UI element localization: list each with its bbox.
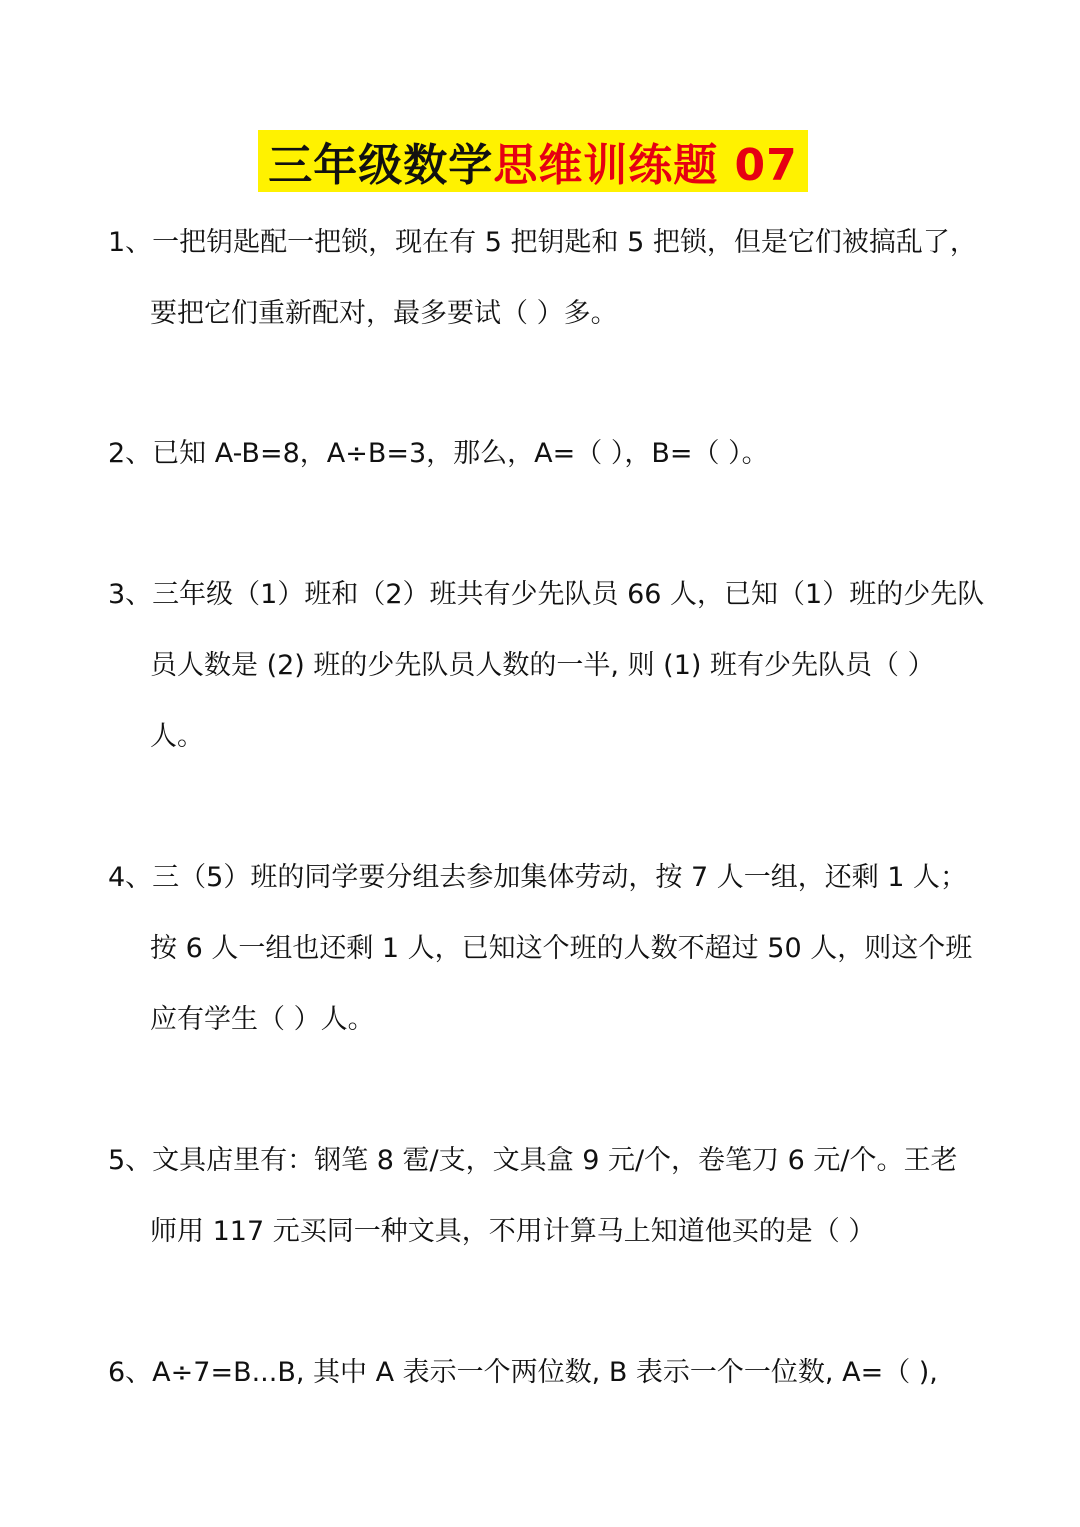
question-4-line-1: 4、三（5）班的同学要分组去参加集体劳动，按 7 人一组，还剩 1 人；: [108, 862, 968, 893]
title-banner: [258, 130, 808, 192]
question-1-line-2: 要把它们重新配对，最多要试（ ）多。: [150, 298, 618, 329]
question-3-line-3: 人。: [150, 721, 204, 752]
question-3: [108, 559, 988, 772]
title-part-1: 三年级数学: [268, 140, 494, 191]
question-1-line-1: 1、一把钥匙配一把锁，现在有 5 把钥匙和 5 把锁，但是它们被搞乱了，: [108, 227, 977, 258]
question-5-line-2: 师用 117 元买同一种文具，不用计算马上知道他买的是（ ）: [150, 1216, 876, 1247]
question-4-line-3: 应有学生（ ）人。: [150, 1004, 375, 1035]
question-6: [108, 1337, 988, 1408]
title-part-2: 思维训练题 07: [493, 140, 798, 191]
question-5: [108, 1125, 988, 1267]
question-2: [108, 418, 988, 489]
question-3-line-1: 3、三年级（1）班和（2）班共有少先队员 66 人，已知（1）班的少先队: [108, 579, 985, 610]
question-2-line-1: 2、已知 A-B=8，A÷B=3，那么，A=（ ），B=（ ）。: [108, 438, 769, 469]
page-title: [268, 129, 798, 193]
question-6-line-1: 6、A÷7=B...B, 其中 A 表示一个两位数, B 表示一个一位数, A=（ ),: [108, 1357, 938, 1388]
question-3-line-2: 员人数是 (2) 班的少先队员人数的一半, 则 (1) 班有少先队员（ ）: [150, 650, 935, 681]
question-5-line-1: 5、文具店里有：钢笔 8 雹/支，文具盒 9 元/个，卷笔刀 6 元/个。王老: [108, 1145, 958, 1176]
question-1: [108, 207, 988, 349]
question-4-line-2: 按 6 人一组也还剩 1 人，已知这个班的人数不超过 50 人，则这个班: [150, 933, 973, 964]
question-4: [108, 842, 988, 1055]
